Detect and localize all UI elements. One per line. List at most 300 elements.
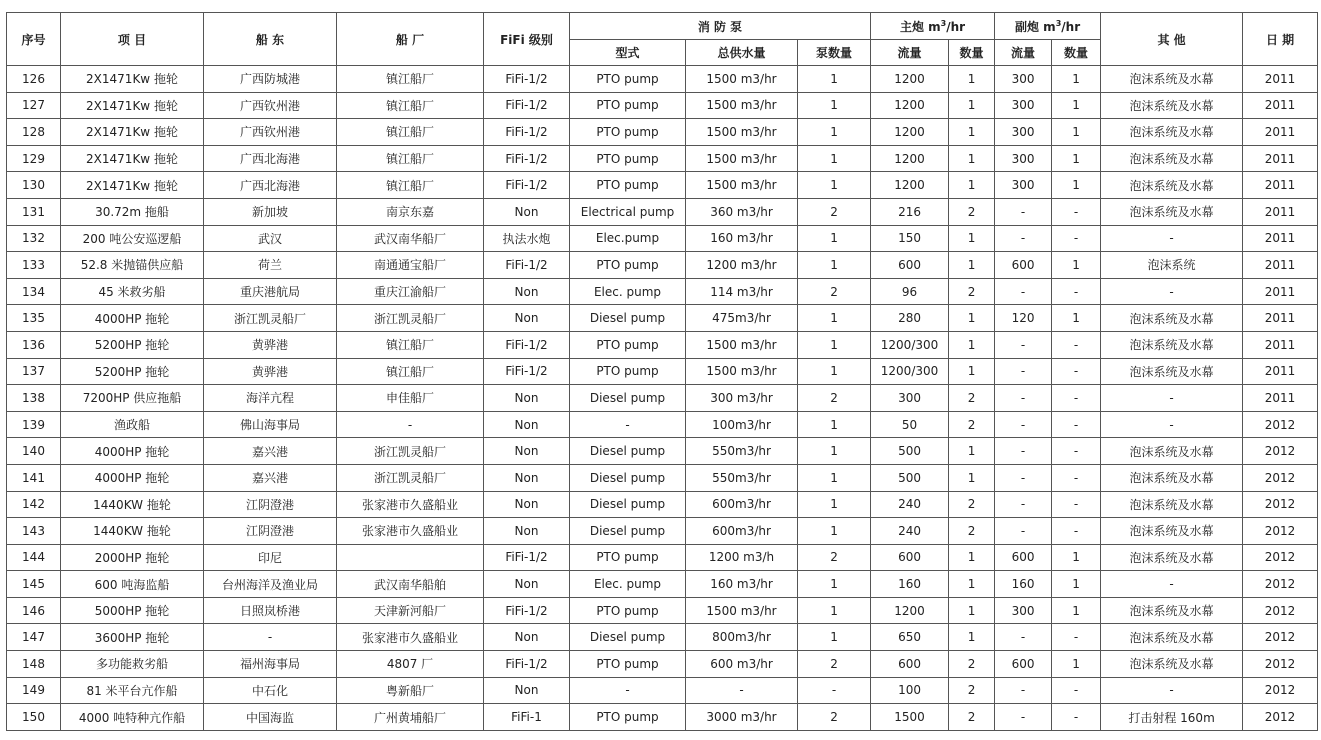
cell-main-qty: 2: [949, 704, 995, 731]
cell-fifi: Non: [484, 571, 570, 598]
cell-other: 泡沫系统及水幕: [1101, 198, 1243, 225]
cell-other: 泡沫系统及水幕: [1101, 491, 1243, 518]
cell-main-flow: 240: [871, 491, 949, 518]
table-row: [7, 225, 1318, 252]
cell-main-qty: 1: [949, 438, 995, 465]
cell-sub-flow: -: [995, 624, 1052, 651]
cell-no: 136: [7, 331, 61, 358]
cell-main-qty: 2: [949, 385, 995, 412]
cell-no: 128: [7, 119, 61, 146]
cell-sub-qty: 1: [1052, 145, 1101, 172]
cell-main-qty: 1: [949, 119, 995, 146]
cell-no: 149: [7, 677, 61, 704]
header-main-flow: 流量: [871, 40, 949, 66]
cell-fifi: Non: [484, 464, 570, 491]
cell-fifi: FiFi-1/2: [484, 172, 570, 199]
cell-sub-flow: -: [995, 464, 1052, 491]
cell-yard: 申佳船厂: [337, 385, 484, 412]
cell-sub-qty: -: [1052, 385, 1101, 412]
cell-sub-qty: -: [1052, 225, 1101, 252]
cell-yard: 张家港市久盛船业: [337, 624, 484, 651]
cell-sub-flow: -: [995, 278, 1052, 305]
table-row: [7, 172, 1318, 199]
cell-pump-type: PTO pump: [570, 145, 686, 172]
cell-sub-qty: 1: [1052, 172, 1101, 199]
table-row: [7, 571, 1318, 598]
cell-fifi: Non: [484, 198, 570, 225]
cell-sub-flow: -: [995, 198, 1052, 225]
cell-pump-qty: 2: [798, 544, 871, 571]
cell-sub-qty: -: [1052, 358, 1101, 385]
table-row: [7, 518, 1318, 545]
cell-pump-type: Elec.pump: [570, 225, 686, 252]
cell-date: 2011: [1243, 358, 1318, 385]
cell-item: 4000HP 拖轮: [61, 305, 204, 332]
cell-main-qty: 1: [949, 145, 995, 172]
cell-owner: 佛山海事局: [204, 411, 337, 438]
cell-pump-type: PTO pump: [570, 66, 686, 93]
cell-yard: [337, 544, 484, 571]
cell-sub-qty: 1: [1052, 252, 1101, 279]
cell-main-flow: 100: [871, 677, 949, 704]
cell-date: 2011: [1243, 66, 1318, 93]
table-row: [7, 358, 1318, 385]
cell-date: 2012: [1243, 464, 1318, 491]
cell-item: 2X1471Kw 拖轮: [61, 92, 204, 119]
cell-pump-flow: 360 m3/hr: [686, 198, 798, 225]
cell-pump-type: Diesel pump: [570, 518, 686, 545]
header-pump-group: 消 防 泵: [570, 13, 871, 40]
cell-fifi: Non: [484, 385, 570, 412]
header-main-gun: [871, 13, 995, 40]
cell-yard: 南京东嘉: [337, 198, 484, 225]
table-row: [7, 704, 1318, 731]
cell-yard: 张家港市久盛船业: [337, 518, 484, 545]
cell-pump-qty: 2: [798, 278, 871, 305]
cell-other: 泡沫系统及水幕: [1101, 518, 1243, 545]
sub-gun-label: 副炮 m: [1015, 19, 1056, 34]
cell-fifi: FiFi-1/2: [484, 66, 570, 93]
cell-pump-flow: 160 m3/hr: [686, 225, 798, 252]
cell-main-qty: 1: [949, 358, 995, 385]
cell-item: 2X1471Kw 拖轮: [61, 66, 204, 93]
cell-no: 132: [7, 225, 61, 252]
cell-sub-qty: -: [1052, 491, 1101, 518]
cell-pump-qty: 1: [798, 464, 871, 491]
cell-no: 131: [7, 198, 61, 225]
cell-owner: 日照岚桥港: [204, 597, 337, 624]
cell-main-qty: 2: [949, 518, 995, 545]
cell-date: 2012: [1243, 571, 1318, 598]
cell-pump-flow: 800m3/hr: [686, 624, 798, 651]
cell-main-flow: 1500: [871, 704, 949, 731]
cell-pump-qty: 1: [798, 145, 871, 172]
table-header: [7, 13, 1318, 66]
cell-main-flow: 300: [871, 385, 949, 412]
cell-sub-flow: 300: [995, 172, 1052, 199]
cell-main-qty: 1: [949, 597, 995, 624]
cell-other: 泡沫系统及水幕: [1101, 305, 1243, 332]
cell-other: -: [1101, 411, 1243, 438]
cell-item: 30.72m 拖船: [61, 198, 204, 225]
cell-sub-qty: 1: [1052, 66, 1101, 93]
cell-main-flow: 600: [871, 651, 949, 678]
cell-fifi: FiFi-1/2: [484, 92, 570, 119]
cell-date: 2011: [1243, 385, 1318, 412]
cell-owner: 台州海洋及渔业局: [204, 571, 337, 598]
cell-fifi: FiFi-1/2: [484, 651, 570, 678]
cell-sub-flow: -: [995, 385, 1052, 412]
cell-sub-flow: 300: [995, 145, 1052, 172]
cell-yard: 镇江船厂: [337, 66, 484, 93]
cell-other: 泡沫系统及水幕: [1101, 358, 1243, 385]
cell-yard: 镇江船厂: [337, 331, 484, 358]
cell-fifi: FiFi-1/2: [484, 597, 570, 624]
cell-sub-qty: -: [1052, 411, 1101, 438]
cell-fifi: FiFi-1/2: [484, 358, 570, 385]
cell-pump-type: PTO pump: [570, 92, 686, 119]
cell-date: 2011: [1243, 145, 1318, 172]
cell-main-qty: 1: [949, 252, 995, 279]
cell-date: 2011: [1243, 331, 1318, 358]
table-row: [7, 624, 1318, 651]
table-body: [7, 66, 1318, 731]
table-row: [7, 438, 1318, 465]
cell-other: 泡沫系统: [1101, 252, 1243, 279]
cell-pump-qty: 1: [798, 518, 871, 545]
cell-main-flow: 160: [871, 571, 949, 598]
cell-main-flow: 600: [871, 252, 949, 279]
cell-sub-flow: 120: [995, 305, 1052, 332]
cell-main-flow: 216: [871, 198, 949, 225]
cell-sub-qty: -: [1052, 518, 1101, 545]
cell-owner: 浙江凯灵船厂: [204, 305, 337, 332]
cell-main-qty: 1: [949, 571, 995, 598]
cell-yard: 重庆江渝船厂: [337, 278, 484, 305]
cell-fifi: Non: [484, 491, 570, 518]
cell-pump-qty: 2: [798, 385, 871, 412]
cell-sub-flow: -: [995, 411, 1052, 438]
cell-fifi: Non: [484, 624, 570, 651]
cell-main-flow: 1200: [871, 597, 949, 624]
cell-item: 5200HP 拖轮: [61, 358, 204, 385]
cell-pump-type: PTO pump: [570, 331, 686, 358]
cell-other: -: [1101, 677, 1243, 704]
cell-main-flow: 240: [871, 518, 949, 545]
cell-pump-flow: 550m3/hr: [686, 438, 798, 465]
cell-fifi: FiFi-1: [484, 704, 570, 731]
cell-pump-type: PTO pump: [570, 544, 686, 571]
cell-pump-flow: 1500 m3/hr: [686, 66, 798, 93]
cell-main-qty: 1: [949, 66, 995, 93]
cell-date: 2011: [1243, 119, 1318, 146]
cell-pump-type: PTO pump: [570, 172, 686, 199]
cell-main-flow: 600: [871, 544, 949, 571]
cell-main-qty: 1: [949, 624, 995, 651]
header-sub-flow: 流量: [995, 40, 1052, 66]
cell-item: 1440KW 拖轮: [61, 518, 204, 545]
cell-pump-type: Elec. pump: [570, 571, 686, 598]
cell-yard: 广州黄埔船厂: [337, 704, 484, 731]
cell-sub-qty: 1: [1052, 597, 1101, 624]
header-sub-gun: [995, 13, 1101, 40]
cell-date: 2011: [1243, 198, 1318, 225]
cell-date: 2011: [1243, 225, 1318, 252]
cell-pump-qty: 1: [798, 411, 871, 438]
table-row: [7, 92, 1318, 119]
cell-pump-qty: 1: [798, 92, 871, 119]
cell-item: 2X1471Kw 拖轮: [61, 145, 204, 172]
cell-main-flow: 1200: [871, 145, 949, 172]
cell-yard: 南通通宝船厂: [337, 252, 484, 279]
cell-other: 泡沫系统及水幕: [1101, 624, 1243, 651]
cell-owner: 海洋亢程: [204, 385, 337, 412]
cell-other: 泡沫系统及水幕: [1101, 145, 1243, 172]
cell-owner: 广西北海港: [204, 172, 337, 199]
cell-pump-type: -: [570, 677, 686, 704]
cell-sub-qty: 1: [1052, 119, 1101, 146]
cell-no: 126: [7, 66, 61, 93]
cell-sub-flow: 600: [995, 651, 1052, 678]
cell-sub-qty: -: [1052, 198, 1101, 225]
cell-fifi: Non: [484, 278, 570, 305]
cell-no: 143: [7, 518, 61, 545]
cell-no: 130: [7, 172, 61, 199]
cell-main-qty: 2: [949, 491, 995, 518]
cell-owner: 福州海事局: [204, 651, 337, 678]
cell-sub-flow: 300: [995, 66, 1052, 93]
cell-yard: 天津新河船厂: [337, 597, 484, 624]
table-row: [7, 198, 1318, 225]
cell-owner: 中国海监: [204, 704, 337, 731]
cell-date: 2011: [1243, 305, 1318, 332]
cell-fifi: FiFi-1/2: [484, 252, 570, 279]
cell-yard: 武汉南华船厂: [337, 225, 484, 252]
cell-pump-flow: 1500 m3/hr: [686, 145, 798, 172]
cell-pump-qty: 1: [798, 438, 871, 465]
cell-item: 多功能救劣船: [61, 651, 204, 678]
cell-sub-flow: 160: [995, 571, 1052, 598]
cell-sub-qty: 1: [1052, 92, 1101, 119]
cell-other: 泡沫系统及水幕: [1101, 651, 1243, 678]
header-sub-qty: 数量: [1052, 40, 1101, 66]
cell-other: -: [1101, 278, 1243, 305]
cell-main-flow: 50: [871, 411, 949, 438]
cell-other: 泡沫系统及水幕: [1101, 119, 1243, 146]
cell-pump-qty: 2: [798, 651, 871, 678]
cell-fifi: 执法水炮: [484, 225, 570, 252]
cell-owner: 黄骅港: [204, 331, 337, 358]
cell-yard: -: [337, 411, 484, 438]
cell-pump-flow: 160 m3/hr: [686, 571, 798, 598]
cell-sub-flow: -: [995, 491, 1052, 518]
cell-no: 127: [7, 92, 61, 119]
cell-main-qty: 1: [949, 92, 995, 119]
table-row: [7, 252, 1318, 279]
cell-pump-type: Elec. pump: [570, 278, 686, 305]
cell-date: 2011: [1243, 172, 1318, 199]
cell-other: 打击射程 160m: [1101, 704, 1243, 731]
cell-pump-type: -: [570, 411, 686, 438]
header-no: 序号: [7, 13, 61, 66]
cell-owner: 广西防城港: [204, 66, 337, 93]
cell-owner: 江阴澄港: [204, 491, 337, 518]
cell-pump-type: Diesel pump: [570, 438, 686, 465]
cell-owner: 印尼: [204, 544, 337, 571]
cell-pump-qty: 1: [798, 172, 871, 199]
cell-item: 52.8 米抛锚供应船: [61, 252, 204, 279]
cell-pump-flow: 550m3/hr: [686, 464, 798, 491]
cell-date: 2012: [1243, 518, 1318, 545]
table-row: [7, 385, 1318, 412]
table-row: [7, 677, 1318, 704]
cell-pump-type: PTO pump: [570, 651, 686, 678]
cell-main-qty: 2: [949, 411, 995, 438]
cell-fifi: Non: [484, 411, 570, 438]
cell-main-flow: 280: [871, 305, 949, 332]
cell-sub-qty: -: [1052, 331, 1101, 358]
cell-date: 2012: [1243, 704, 1318, 731]
cell-fifi: Non: [484, 518, 570, 545]
cell-pump-flow: 1500 m3/hr: [686, 358, 798, 385]
cell-pump-flow: 1500 m3/hr: [686, 172, 798, 199]
table-row: [7, 305, 1318, 332]
cell-yard: 4807 厂: [337, 651, 484, 678]
cell-pump-flow: 1200 m3/hr: [686, 252, 798, 279]
cell-sub-qty: 1: [1052, 571, 1101, 598]
cell-sub-qty: 1: [1052, 544, 1101, 571]
cell-sub-flow: -: [995, 677, 1052, 704]
cell-item: 2X1471Kw 拖轮: [61, 172, 204, 199]
cell-item: 4000HP 拖轮: [61, 464, 204, 491]
cell-pump-flow: -: [686, 677, 798, 704]
cell-fifi: FiFi-1/2: [484, 331, 570, 358]
cell-pump-type: PTO pump: [570, 252, 686, 279]
cell-pump-qty: 1: [798, 252, 871, 279]
cell-pump-qty: 1: [798, 597, 871, 624]
cell-other: 泡沫系统及水幕: [1101, 438, 1243, 465]
cell-pump-qty: 1: [798, 571, 871, 598]
header-fifi: FiFi 级别: [484, 13, 570, 66]
cell-pump-flow: 3000 m3/hr: [686, 704, 798, 731]
cell-date: 2012: [1243, 597, 1318, 624]
cell-yard: 武汉南华船舶: [337, 571, 484, 598]
cell-main-flow: 1200: [871, 92, 949, 119]
cell-sub-qty: -: [1052, 278, 1101, 305]
table-row: [7, 651, 1318, 678]
header-item: 项 目: [61, 13, 204, 66]
cell-pump-type: Diesel pump: [570, 491, 686, 518]
cell-pump-type: Diesel pump: [570, 464, 686, 491]
cell-yard: 浙江凯灵船厂: [337, 305, 484, 332]
cell-yard: 镇江船厂: [337, 358, 484, 385]
cell-main-flow: 650: [871, 624, 949, 651]
cell-sub-flow: 300: [995, 597, 1052, 624]
cell-main-flow: 1200: [871, 172, 949, 199]
cell-item: 4000 吨特种亢作船: [61, 704, 204, 731]
cell-item: 1440KW 拖轮: [61, 491, 204, 518]
cell-sub-flow: 600: [995, 544, 1052, 571]
cell-owner: 荷兰: [204, 252, 337, 279]
sub-gun-unit: /hr: [1061, 19, 1081, 34]
cell-pump-flow: 1500 m3/hr: [686, 92, 798, 119]
cell-main-flow: 500: [871, 464, 949, 491]
cell-main-flow: 1200/300: [871, 358, 949, 385]
cell-main-qty: 1: [949, 172, 995, 199]
cell-item: 渔政船: [61, 411, 204, 438]
cell-other: 泡沫系统及水幕: [1101, 92, 1243, 119]
header-main-qty: 数量: [949, 40, 995, 66]
cell-pump-flow: 475m3/hr: [686, 305, 798, 332]
header-owner: 船 东: [204, 13, 337, 66]
cell-yard: 镇江船厂: [337, 92, 484, 119]
table-row: [7, 119, 1318, 146]
cell-other: 泡沫系统及水幕: [1101, 172, 1243, 199]
table-row: [7, 278, 1318, 305]
cell-date: 2012: [1243, 651, 1318, 678]
cell-date: 2011: [1243, 278, 1318, 305]
table-row: [7, 411, 1318, 438]
cell-yard: 镇江船厂: [337, 145, 484, 172]
cell-pump-flow: 1500 m3/hr: [686, 597, 798, 624]
cell-yard: 镇江船厂: [337, 172, 484, 199]
table-row: [7, 491, 1318, 518]
table-row: [7, 544, 1318, 571]
cell-other: 泡沫系统及水幕: [1101, 66, 1243, 93]
header-yard: 船 厂: [337, 13, 484, 66]
cell-pump-flow: 114 m3/hr: [686, 278, 798, 305]
cell-no: 144: [7, 544, 61, 571]
table-row: [7, 597, 1318, 624]
cell-owner: 嘉兴港: [204, 464, 337, 491]
cell-main-flow: 1200: [871, 66, 949, 93]
cell-main-qty: 2: [949, 651, 995, 678]
cell-sub-flow: -: [995, 704, 1052, 731]
header-pump-type: 型式: [570, 40, 686, 66]
cell-main-qty: 1: [949, 464, 995, 491]
cell-item: 2000HP 拖轮: [61, 544, 204, 571]
cell-date: 2011: [1243, 92, 1318, 119]
cell-yard: 张家港市久盛船业: [337, 491, 484, 518]
cell-pump-flow: 1200 m3/h: [686, 544, 798, 571]
cell-main-flow: 150: [871, 225, 949, 252]
cell-sub-qty: -: [1052, 704, 1101, 731]
cell-other: -: [1101, 225, 1243, 252]
cell-main-qty: 1: [949, 225, 995, 252]
cell-pump-qty: 1: [798, 624, 871, 651]
cell-sub-flow: -: [995, 225, 1052, 252]
cell-sub-flow: 300: [995, 92, 1052, 119]
cell-other: -: [1101, 385, 1243, 412]
fire-pump-table: [6, 12, 1318, 731]
cell-date: 2012: [1243, 677, 1318, 704]
cell-no: 135: [7, 305, 61, 332]
header-other: 其 他: [1101, 13, 1243, 66]
cell-pump-type: PTO pump: [570, 597, 686, 624]
cell-other: -: [1101, 571, 1243, 598]
cell-fifi: FiFi-1/2: [484, 544, 570, 571]
cell-item: 200 吨公安巡逻船: [61, 225, 204, 252]
cell-fifi: FiFi-1/2: [484, 145, 570, 172]
table-row: [7, 145, 1318, 172]
table-row: [7, 464, 1318, 491]
cell-other: 泡沫系统及水幕: [1101, 597, 1243, 624]
cell-date: 2012: [1243, 411, 1318, 438]
cell-date: 2012: [1243, 624, 1318, 651]
cell-pump-qty: 1: [798, 331, 871, 358]
cell-main-flow: 96: [871, 278, 949, 305]
cell-item: 5000HP 拖轮: [61, 597, 204, 624]
